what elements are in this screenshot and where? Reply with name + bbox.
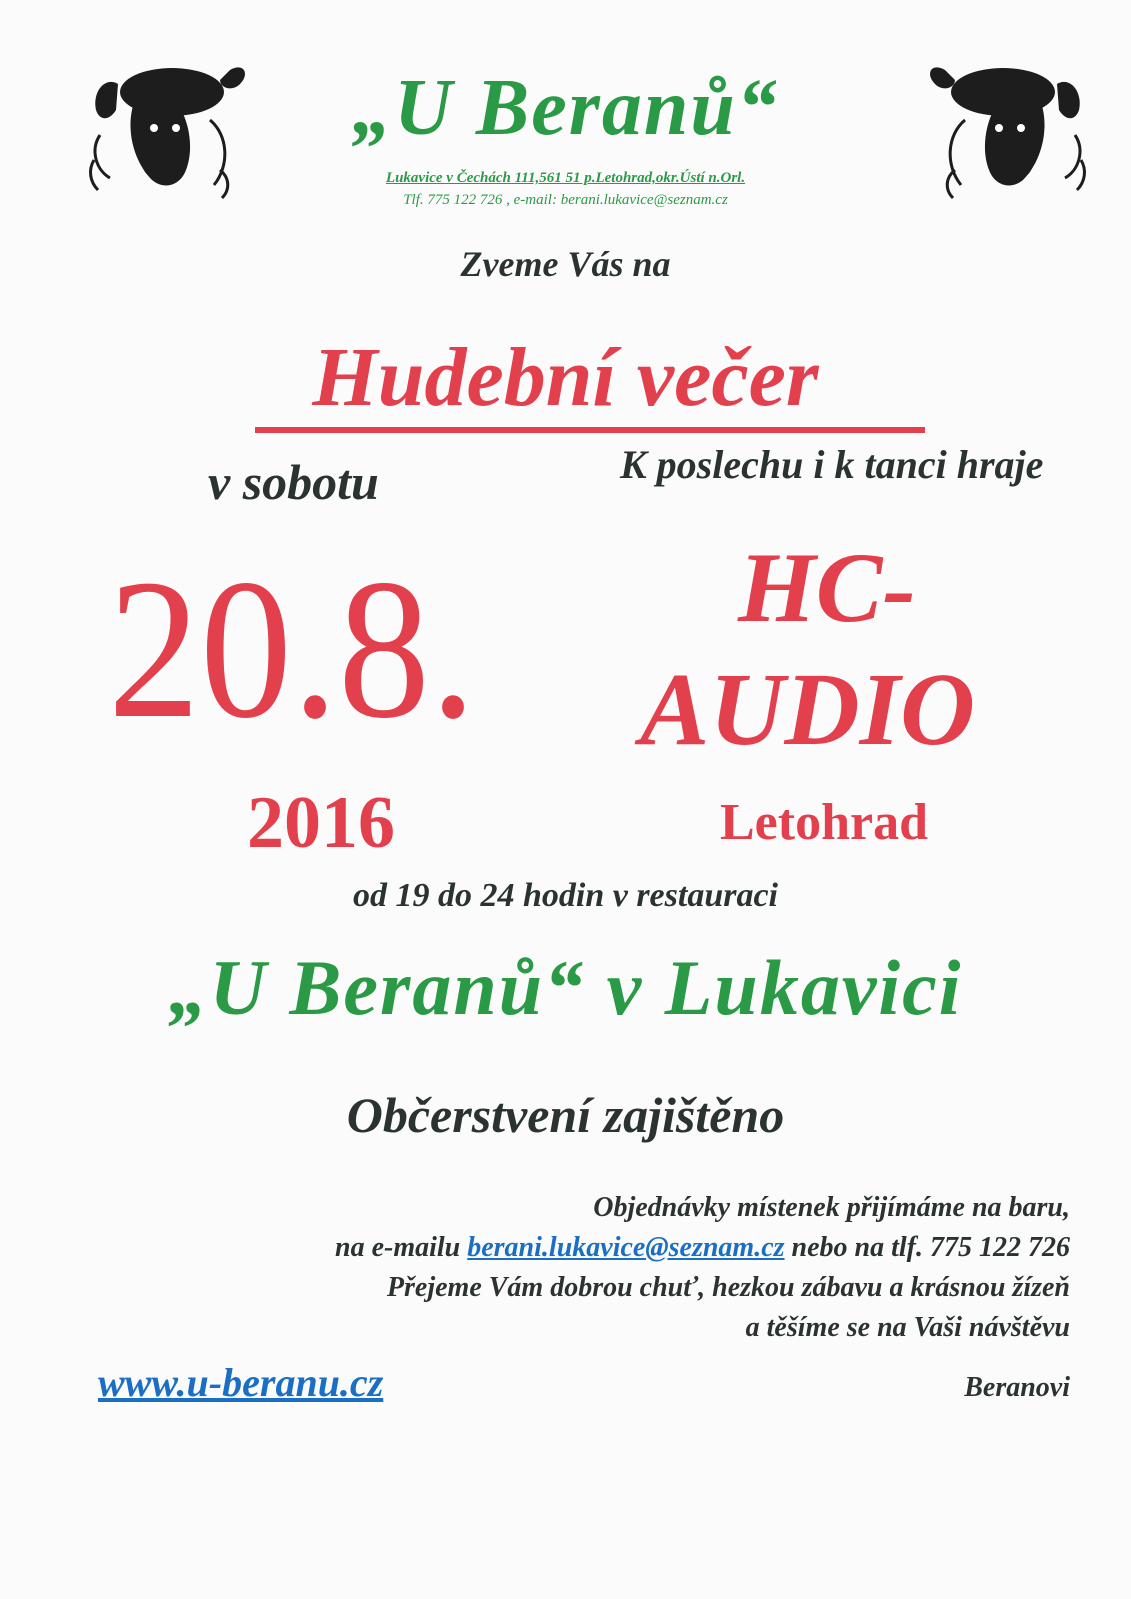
website-link[interactable]: www.u-beranu.cz [98,1360,384,1405]
event-title-underline [255,427,925,433]
day-label: v sobotu [208,454,379,510]
info-line-1: Objednávky místenek přijímáme na baru, [593,1192,1070,1223]
event-date: 20.8. [108,539,476,760]
event-time: od 19 do 24 hodin v restauraci [352,877,779,914]
band-name-line2: AUDIO [640,652,976,767]
signature: Beranovi [964,1372,1070,1403]
email-link[interactable]: berani.lukavice@seznam.cz [467,1232,785,1263]
header-address: Lukavice v Čechách 111,561 51 p.Letohrad,okr.Ústí n.Orl. [385,170,746,186]
music-intro: K poslechu i k tanci hraje [620,442,1044,487]
info-line-2 [335,1230,1070,1266]
header-title: „U Beranů“ [352,64,779,152]
band-city: Letohrad [720,794,928,851]
header-contact: Tlf. 775 122 726 , e-mail: berani.lukavice@seznam.cz [403,192,728,208]
event-year: 2016 [247,782,395,864]
refreshments-note: Občerstvení zajištěno [346,1087,785,1143]
info-line-4: a těšíme se na Vaši návštěvu [745,1312,1070,1343]
invite-text: Zveme Vás na [460,244,671,284]
info-line-2-prefix: na e-mailu [335,1232,461,1263]
event-title: Hudební večer [312,331,819,424]
event-venue: „U Beranů“ v Lukavici [168,944,963,1031]
info-line-2-suffix: nebo na tlf. 775 122 726 [791,1232,1070,1263]
band-name-line1: HC- [738,532,916,643]
info-line-3: Přejeme Vám dobrou chuť, hezkou zábavu a krásnou žízeň [386,1272,1070,1303]
